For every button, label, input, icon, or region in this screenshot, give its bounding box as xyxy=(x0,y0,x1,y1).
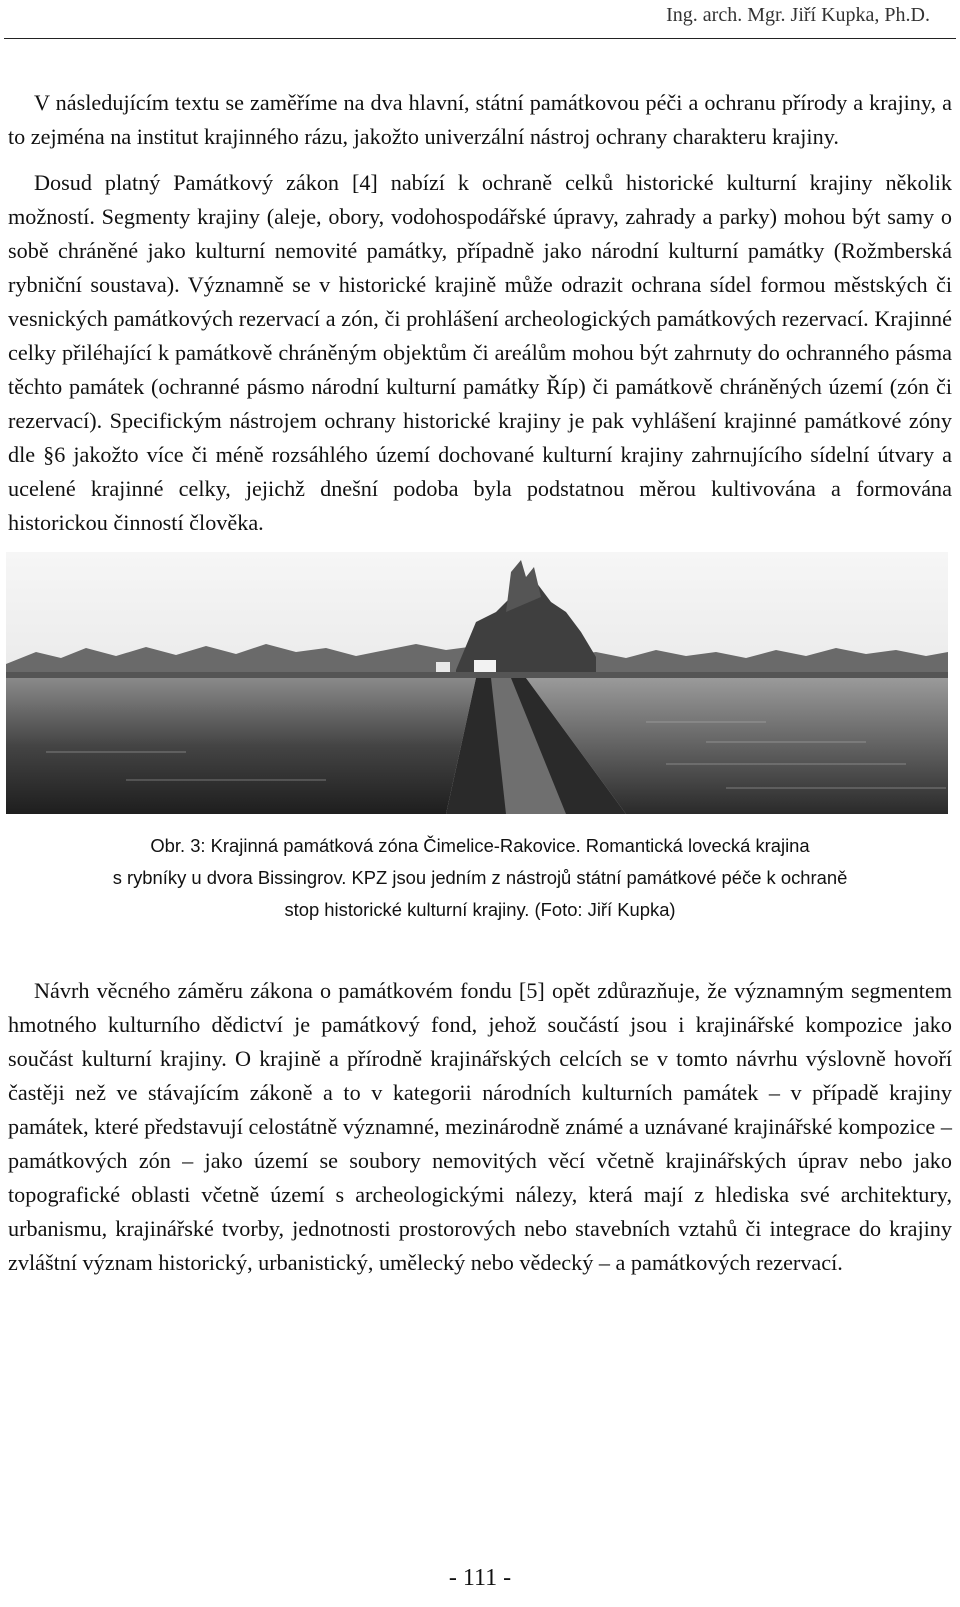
header-author: Ing. arch. Mgr. Jiří Kupka, Ph.D. xyxy=(666,4,930,26)
paragraph-intro: V následujícím textu se zaměříme na dva hlavní, státní památkovou péči a ochranu přírody a krajiny, a to zejména na institut krajinného rázu, jakožto univerzální nástroj ochrany charakteru krajiny. xyxy=(8,90,952,149)
page-content xyxy=(8,86,952,1292)
landscape-photo xyxy=(6,552,948,814)
figure-caption xyxy=(8,830,952,926)
header-divider xyxy=(4,38,956,39)
paragraph-heritage-law: Dosud platný Památkový zákon [4] nabízí k ochraně celků historické kulturní krajiny několik možností. Segmenty krajiny (aleje, obory, vodohospodářské úpravy, zahrady a parky) mohou být samy o sobě chráněné jako kulturní nemovité památky, případně jako národní kulturní památky (Rožmberská rybniční soustava). Významně se v historické krajině může odrazit ochrana sídel formou městských či vesnických památkových rezervací a zón, či prohlášení archeologických památkových rezervací. Krajinné celky přiléhající k památkově chráněným objektům či areálům mohou být zahrnuty do ochranného pásma těchto památek (ochranné pásmo národní kulturní památky Říp) či památkově chráněných území (zón či rezervací). Specifickým nástrojem ochrany historické krajiny je pak vyhlášení krajinné památkové zóny dle §6 jakožto více či méně rozsáhlého území dochované kulturní krajiny zahrnujícího sídelní útvary a ucelené krajinné celky, jejichž dnešní podoba byla podstatnou měrou kultivována a formována historickou činností člověka. xyxy=(8,170,952,535)
caption-line-2: s rybníky u dvora Bissingrov. KPZ jsou jedním z nástrojů státní památkové péče k ochraně xyxy=(112,867,848,888)
page-number: - 111 - xyxy=(448,1565,512,1591)
caption-line-3: stop historické kulturní krajiny. (Foto: Jiří Kupka) xyxy=(284,899,676,920)
figure-3 xyxy=(8,552,952,926)
caption-line-1: Obr. 3: Krajinná památková zóna Čimelice-Rakovice. Romantická lovecká krajina xyxy=(150,835,810,856)
paragraph-draft-law: Návrh věcného záměru zákona o památkovém fondu [5] opět zdůrazňuje, že významným segmentem hmotného kulturního dědictví je památkový fond, jehož součástí jsou i krajinářské kompozice jako součást kulturní krajiny. O krajině a přírodně krajinářských celcích se v tomto návrhu výslovně hovoří častěji než ve stávajícím zákoně a to v kategorii národních kulturních památek – v případě krajiny památek, které představují celostátně významné, mezinárodně známé a uznávané krajinářské kompozice – památkových zón – jako území se soubory nemovitých věcí včetně krajinářských úprav nebo jako topografické oblasti včetně území s archeologickými nálezy, která mají z hlediska své architektury, urbanismu, krajinářské tvorby, jednotnosti prostorových nebo stavebních vztahů či integrace do krajiny zvláštní význam historický, urbanistický, umělecký nebo vědecký – a památkových rezervací. xyxy=(8,978,952,1275)
